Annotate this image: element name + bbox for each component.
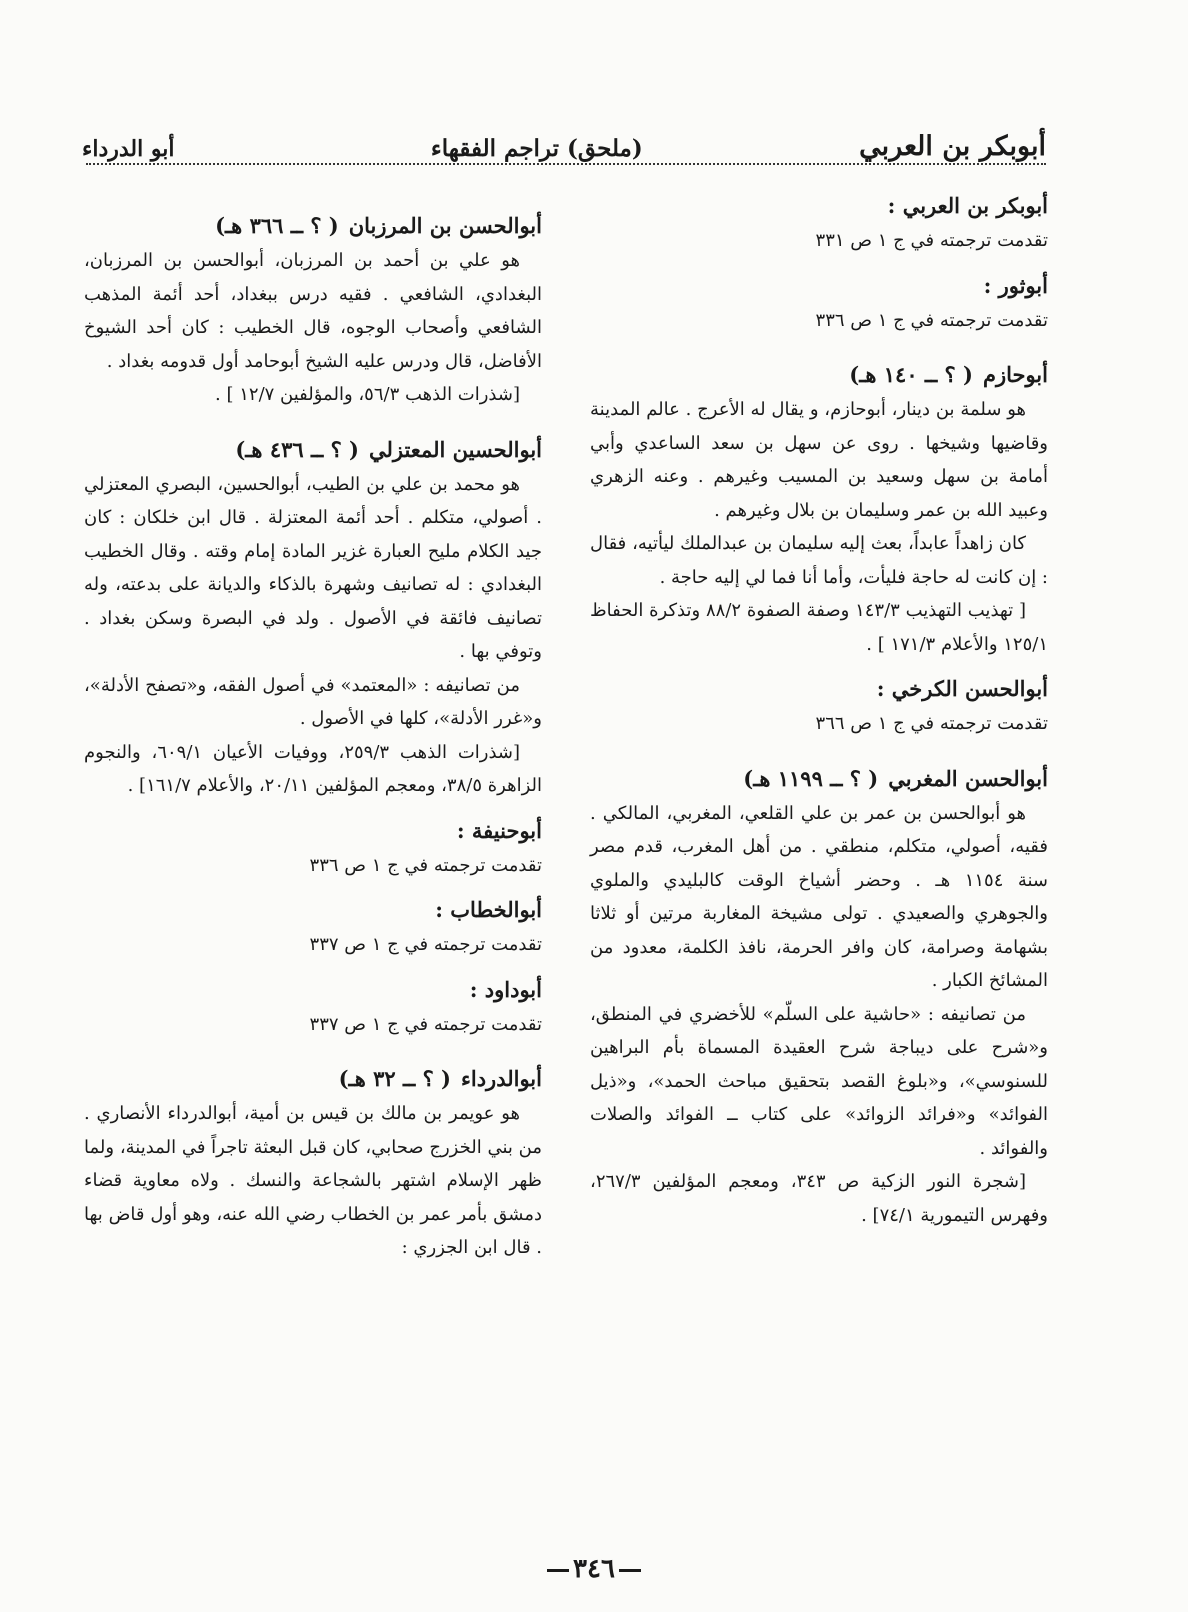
entry-paragraph: [شذرات الذهب ٢٥٩/٣، ووفيات الأعيان ٦٠٩/١، والنجوم الزاهرة ٣٨/٥، ومعجم المؤلفين ٢٠/١١، والأعلام ١٦١/٧] .	[84, 741, 542, 796]
entry-paragraph: من تصانيفه : «المعتمد» في أصول الفقه، و«تصفح الأدلة»، و«غرر الأدلة»، كلها في الأصول .	[84, 674, 542, 729]
running-header-center: (ملحق) تراجم الفقهاء	[430, 135, 643, 162]
entry-paragraph: تقدمت ترجمته في ج ١ ص ٣٣١	[815, 230, 1048, 251]
entry-name: أبوالدرداء	[461, 1066, 542, 1091]
entry-title	[84, 892, 542, 928]
entry-title	[590, 357, 1048, 393]
entry-paragraph: [شجرة النور الزكية ص ٣٤٣، ومعجم المؤلفين ٢٦٧/٣، وفهرس التيمورية ٧٤/١] .	[590, 1171, 1048, 1226]
entry-name: أبوبكر بن العربي :	[887, 193, 1048, 218]
right-column	[590, 188, 1048, 1242]
page-number-dash	[547, 1569, 569, 1572]
biography-entry	[590, 268, 1048, 338]
entry-years: ( ؟ ــ ٣٢ هـ)	[338, 1066, 451, 1091]
biography-entry	[84, 972, 542, 1042]
biography-entry	[84, 208, 542, 412]
entry-name: أبوثور :	[983, 272, 1048, 298]
entry-title	[590, 188, 1048, 224]
entry-title	[84, 813, 542, 849]
entry-title	[590, 268, 1048, 304]
entry-paragraph: هو عويمر بن مالك بن قيس بن أمية، أبوالدرداء الأنصاري . من بني الخزرج صحابي، كان قبل البعثة تاجراً في المدينة، ولما ظهر الإسلام اشتهر بالشجاعة والنسك . ولاه معاوية قضاء دمشق بأمر عمر بن الخطاب رضي الله عنه، وهو أول قاض بها . قال ابن الجزري :	[84, 1103, 542, 1258]
biography-entry	[84, 432, 542, 803]
biography-entry	[84, 1061, 542, 1265]
entry-paragraph: هو علي بن أحمد بن المرزبان، أبوالحسن بن المرزبان، البغدادي، الشافعي . فقيه درس ببغداد، أحد أئمة المذهب الشافعي وأصحاب الوجوه، قال الخطيب : كان أحد الشيوخ الأفاضل، قال ودرس عليه الشيخ أبوحامد أول قدومه بغداد .	[84, 250, 542, 372]
entry-paragraph: [ تهذيب التهذيب ١٤٣/٣ وصفة الصفوة ٨٨/٢ وتذكرة الحفاظ ١٢٥/١ والأعلام ١٧١/٣ ] .	[590, 600, 1048, 655]
entry-paragraph: من تصانيفه : «حاشية على السلّم» للأخضري في المنطق، و«شرح على ديباجة شرح العقيدة المسماة بأم البراهين للسنوسي»، و«بلوغ القصد بتحقيق مباحث الحمد»، و«ذيل الفوائد» و«فرائد الزوائد» على كتاب ــ الفوائد والصلات والفوائد .	[590, 1003, 1048, 1159]
entry-paragraph: كان زاهداً عابداً، بعث إليه سليمان بن عبدالملك ليأتيه، فقال : إن كانت له حاجة فليأت، وأما أنا فما لي إليه حاجة .	[590, 533, 1048, 588]
entry-title	[590, 671, 1048, 707]
biography-entry	[84, 813, 542, 883]
entry-name: أبوالحسن بن المرزبان	[348, 213, 542, 238]
biography-entry	[590, 671, 1048, 741]
entry-paragraph: تقدمت ترجمته في ج ١ ص ٣٣٦	[815, 309, 1048, 331]
entry-paragraph: تقدمت ترجمته في ج ١ ص ٣٦٦	[815, 713, 1048, 734]
entry-paragraph: تقدمت ترجمته في ج ١ ص ٣٣٧	[309, 934, 542, 955]
page-number-dash	[619, 1569, 641, 1572]
page-number-text: ٣٤٦	[573, 1554, 615, 1584]
biography-entry	[590, 357, 1048, 661]
entry-name: أبوالحسن المغربي	[888, 765, 1048, 791]
entry-paragraph: هو أبوالحسن بن عمر بن علي القلعي، المغربي، المالكي . فقيه، أصولي، متكلم، منطقي . من أهل المغرب، قدم مصر سنة ١١٥٤ هـ . وحضر أشياخ الوقت كالبليدي والملوي والجوهري والصعيدي . تولى مشيخة المغاربة مرتين أو ثلاثا بشهامة وصرامة، كان وافر الحرمة، نافذ الكلمة، معدود من المشائخ الكبار .	[590, 802, 1048, 991]
page-number	[0, 1554, 1188, 1584]
running-header-left: أبو الدرداء	[82, 136, 175, 162]
header-dotted-rule	[86, 163, 1046, 165]
entry-title	[84, 972, 542, 1008]
running-header-right: أبوبكر بن العربي	[859, 131, 1046, 162]
entry-name: أبوالحسين المعتزلي	[368, 436, 542, 462]
entry-paragraph: تقدمت ترجمته في ج ١ ص ٣٣٦	[309, 854, 542, 876]
entry-paragraph: هو محمد بن علي بن الطيب، أبوالحسين، البصري المعتزلي . أصولي، متكلم . أحد أئمة المعتزلة . قال ابن خلكان : كان جيد الكلام مليح العبارة غزير المادة إمام وقته . وقال الخطيب البغدادي : له تصانيف وشهرة بالذكاء والديانة على بدعته، وله تصانيف فائقة في الأصول . ولد في البصرة وسكن بغداد . وتوفي بها .	[84, 473, 542, 662]
entry-name: أبوحنيفة :	[456, 817, 542, 843]
entry-name: أبوحازم	[982, 362, 1048, 387]
entry-paragraph: تقدمت ترجمته في ج ١ ص ٣٣٧	[309, 1013, 542, 1035]
entry-years: ( ؟ ــ ٤٣٦ هـ)	[235, 436, 359, 462]
entry-title	[84, 208, 542, 244]
left-column	[84, 188, 542, 1275]
entry-paragraph: هو سلمة بن دينار، أبوحازم، و يقال له الأعرج . عالم المدينة وقاضيها وشيخها . روى عن سهل بن سعد الساعدي وأبي أمامة بن سهل وسعيد بن المسيب وغيرهم . وعنه الزهري وعبيد الله بن عمر وسليمان بن بلال وغيرهم .	[590, 399, 1048, 521]
entry-years: ( ؟ ــ ٣٦٦ هـ)	[215, 213, 339, 238]
entry-title	[84, 432, 542, 468]
biography-entry	[84, 892, 542, 962]
entry-years: ( ؟ ــ ١٤٠ هـ)	[849, 362, 973, 387]
entry-paragraph: [شذرات الذهب ٥٦/٣، والمؤلفين ١٢/٧ ] .	[215, 384, 520, 405]
running-header	[82, 118, 1046, 162]
biography-entry	[590, 188, 1048, 258]
entry-title	[590, 761, 1048, 797]
entry-name: أبوالحسن الكرخي :	[876, 676, 1048, 701]
entry-name: أبوداود :	[469, 976, 542, 1002]
entry-title	[84, 1061, 542, 1097]
entry-name: أبوالخطاب :	[435, 897, 542, 922]
biography-entry	[590, 761, 1048, 1233]
entry-years: ( ؟ ــ ١١٩٩ هـ)	[743, 765, 879, 791]
